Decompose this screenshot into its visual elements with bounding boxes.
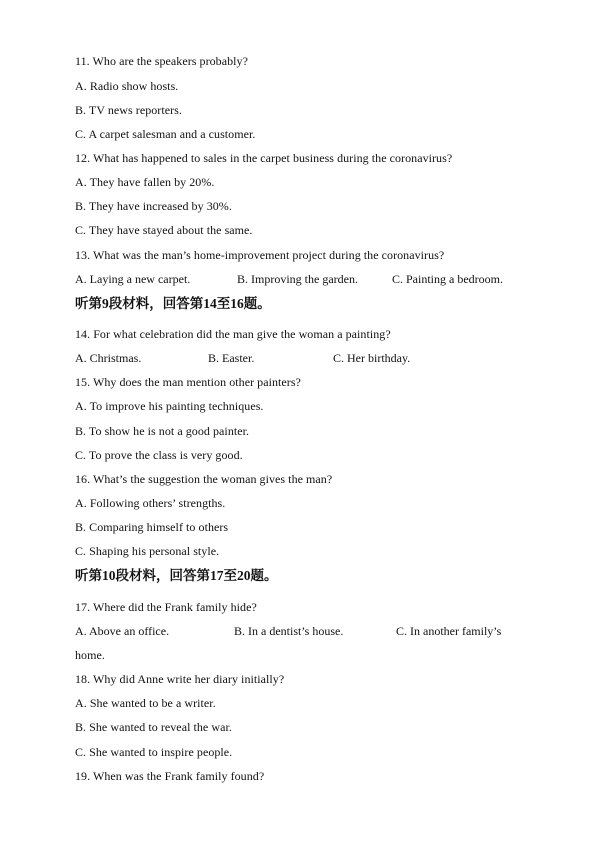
question-16-option-a: A. Following others’ strengths. [75, 496, 226, 510]
question-14-option-a: A. Christmas. [75, 351, 142, 365]
question-12-option-b: B. They have increased by 30%. [75, 199, 232, 213]
question-18-option-c: C. She wanted to inspire people. [75, 745, 233, 759]
section-9-heading: 听第9段材料，回答第14至16题。 [75, 296, 271, 311]
question-17: 17. Where did the Frank family hide? [75, 600, 257, 614]
question-12-option-c: C. They have stayed about the same. [75, 223, 253, 237]
question-13: 13. What was the man’s home-improvement project during the coronavirus? [75, 248, 445, 262]
question-11-option-b: B. TV news reporters. [75, 103, 182, 117]
question-12-option-a: A. They have fallen by 20%. [75, 175, 215, 189]
section-10-heading: 听第10段材料，回答第17至20题。 [75, 568, 278, 583]
question-13-option-a: A. Laying a new carpet. [75, 272, 191, 286]
question-15: 15. Why does the man mention other painters? [75, 375, 301, 389]
question-11-option-c: C. A carpet salesman and a customer. [75, 127, 256, 141]
question-13-option-c: C. Painting a bedroom. [392, 272, 503, 286]
question-16-option-c: C. Shaping his personal style. [75, 544, 220, 558]
question-14-option-c: C. Her birthday. [333, 351, 411, 365]
question-15-option-c: C. To prove the class is very good. [75, 448, 243, 462]
question-17-option-a: A. Above an office. [75, 624, 170, 638]
question-16: 16. What’s the suggestion the woman gives the man? [75, 472, 333, 486]
question-17-option-c-continued: home. [75, 648, 105, 662]
question-18-option-a: A. She wanted to be a writer. [75, 696, 216, 710]
question-13-option-b: B. Improving the garden. [237, 272, 358, 286]
question-15-option-b: B. To show he is not a good painter. [75, 424, 250, 438]
question-11: 11. Who are the speakers probably? [75, 54, 248, 68]
question-18: 18. Why did Anne write her diary initially? [75, 672, 285, 686]
question-19: 19. When was the Frank family found? [75, 769, 265, 783]
question-12: 12. What has happened to sales in the carpet business during the coronavirus? [75, 151, 453, 165]
question-17-option-b: B. In a dentist’s house. [234, 624, 344, 638]
question-16-option-b: B. Comparing himself to others [75, 520, 229, 534]
question-14: 14. For what celebration did the man give the woman a painting? [75, 327, 391, 341]
question-15-option-a: A. To improve his painting techniques. [75, 399, 264, 413]
question-17-option-c: C. In another family’s [396, 624, 502, 638]
question-11-option-a: A. Radio show hosts. [75, 79, 179, 93]
question-18-option-b: B. She wanted to reveal the war. [75, 720, 232, 734]
question-14-option-b: B. Easter. [208, 351, 255, 365]
